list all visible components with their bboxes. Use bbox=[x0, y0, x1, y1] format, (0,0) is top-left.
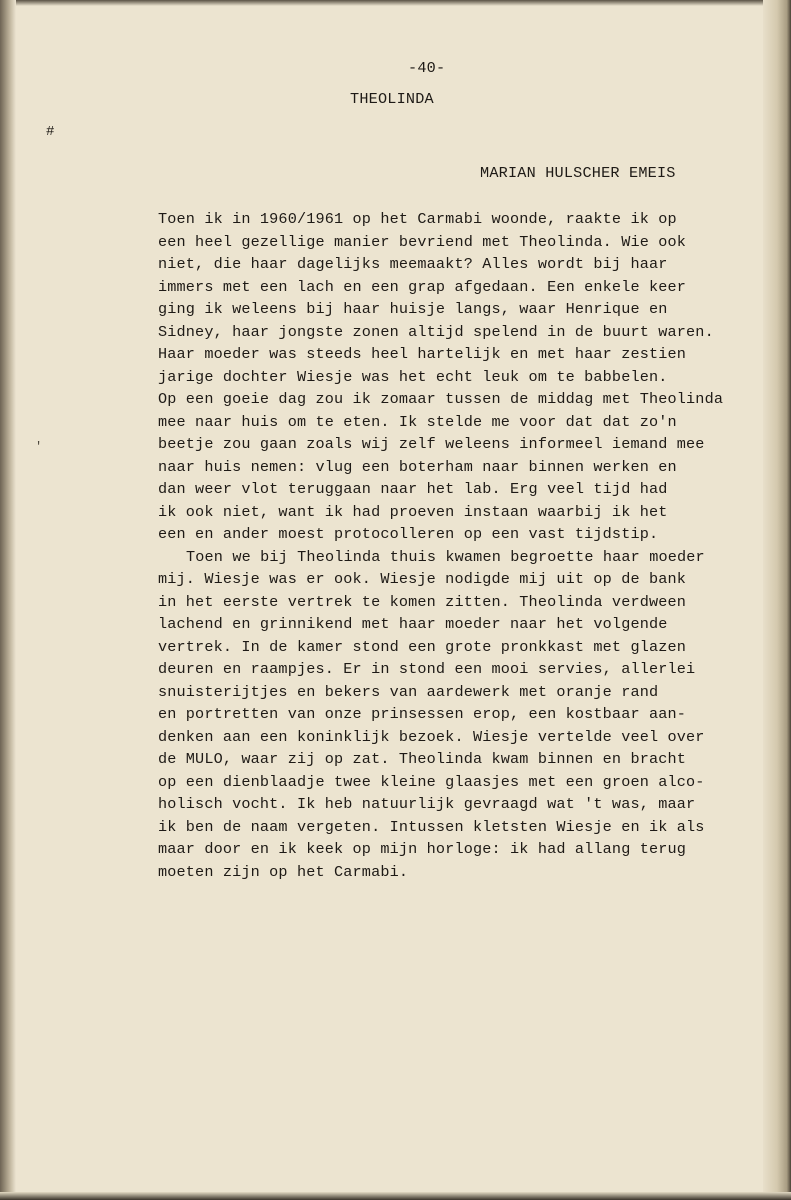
text-line: Op een goeie dag zou ik zomaar tussen de middag met Theolinda bbox=[158, 390, 724, 408]
text-line: beetje zou gaan zoals wij zelf weleens informeel iemand mee bbox=[158, 435, 705, 453]
text-line: ik ook niet, want ik had proeven instaan waarbij ik het bbox=[158, 502, 668, 521]
body-text bbox=[158, 208, 788, 883]
text-line: en portretten van onze prinsessen erop, een kostbaar aan- bbox=[158, 705, 687, 723]
text-line: maar door en ik keek op mijn horloge: ik had allang terug bbox=[158, 840, 687, 858]
margin-mark: # bbox=[46, 124, 55, 140]
text-line: immers met een lach en een grap afgedaan. Een enkele keer bbox=[158, 277, 687, 296]
text-line: jarige dochter Wiesje was het echt leuk om te babbelen. bbox=[158, 367, 668, 386]
page-top-edge bbox=[0, 0, 791, 6]
text-line: de MULO, waar zij op zat. Theolinda kwam binnen en bracht bbox=[158, 750, 687, 768]
text-line: ik ben de naam vergeten. Intussen kletsten Wiesje en ik als bbox=[158, 817, 705, 836]
text-line: Sidney, haar jongste zonen altijd spelend in de buurt waren. bbox=[158, 322, 714, 341]
text-line: lachend en grinnikend met haar moeder naar het volgende bbox=[158, 615, 668, 633]
text-line: niet, die haar dagelijks meemaakt? Alles wordt bij haar bbox=[158, 255, 668, 273]
text-line: holisch vocht. Ik heb natuurlijk gevraagd wat 't was, maar bbox=[158, 795, 696, 813]
text-line: op een dienblaadje twee kleine glaasjes met een groen alco- bbox=[158, 772, 705, 791]
text-line: deuren en raampjes. Er in stond een mooi servies, allerlei bbox=[158, 660, 696, 678]
page-number: -40- bbox=[408, 59, 446, 77]
text-line: moeten zijn op het Carmabi. bbox=[158, 862, 409, 881]
margin-tick: ' bbox=[35, 440, 43, 454]
text-line: naar huis nemen: vlug een boterham naar binnen werken en bbox=[158, 457, 677, 476]
page-binding-edge bbox=[0, 0, 16, 1200]
text-line: dan weer vlot teruggaan naar het lab. Erg veel tijd had bbox=[158, 480, 668, 498]
text-line: in het eerste vertrek te komen zitten. Theolinda verdween bbox=[158, 592, 687, 611]
text-line: mij. Wiesje was er ook. Wiesje nodigde mij uit op de bank bbox=[158, 570, 687, 588]
text-line: vertrek. In de kamer stond een grote pronkkast met glazen bbox=[158, 637, 687, 656]
author-name: MARIAN HULSCHER EMEIS bbox=[480, 164, 676, 182]
page-bottom-edge bbox=[0, 1192, 791, 1200]
text-line: mee naar huis om te eten. Ik stelde me voor dat dat zo'n bbox=[158, 412, 677, 431]
page-title: THEOLINDA bbox=[350, 90, 434, 108]
text-line: een en ander moest protocolleren op een vast tijdstip. bbox=[158, 525, 659, 543]
text-line: snuisterijtjes en bekers van aardewerk met oranje rand bbox=[158, 682, 659, 701]
text-line: Toen we bij Theolinda thuis kwamen begroette haar moeder bbox=[186, 547, 705, 566]
text-line: Toen ik in 1960/1961 op het Carmabi woonde, raakte ik op bbox=[158, 210, 677, 228]
text-line: een heel gezellige manier bevriend met Theolinda. Wie ook bbox=[158, 232, 687, 251]
text-line: Haar moeder was steeds heel hartelijk en met haar zestien bbox=[158, 345, 687, 363]
text-line: denken aan een koninklijk bezoek. Wiesje vertelde veel over bbox=[158, 727, 705, 746]
text-line: ging ik weleens bij haar huisje langs, waar Henrique en bbox=[158, 300, 668, 318]
